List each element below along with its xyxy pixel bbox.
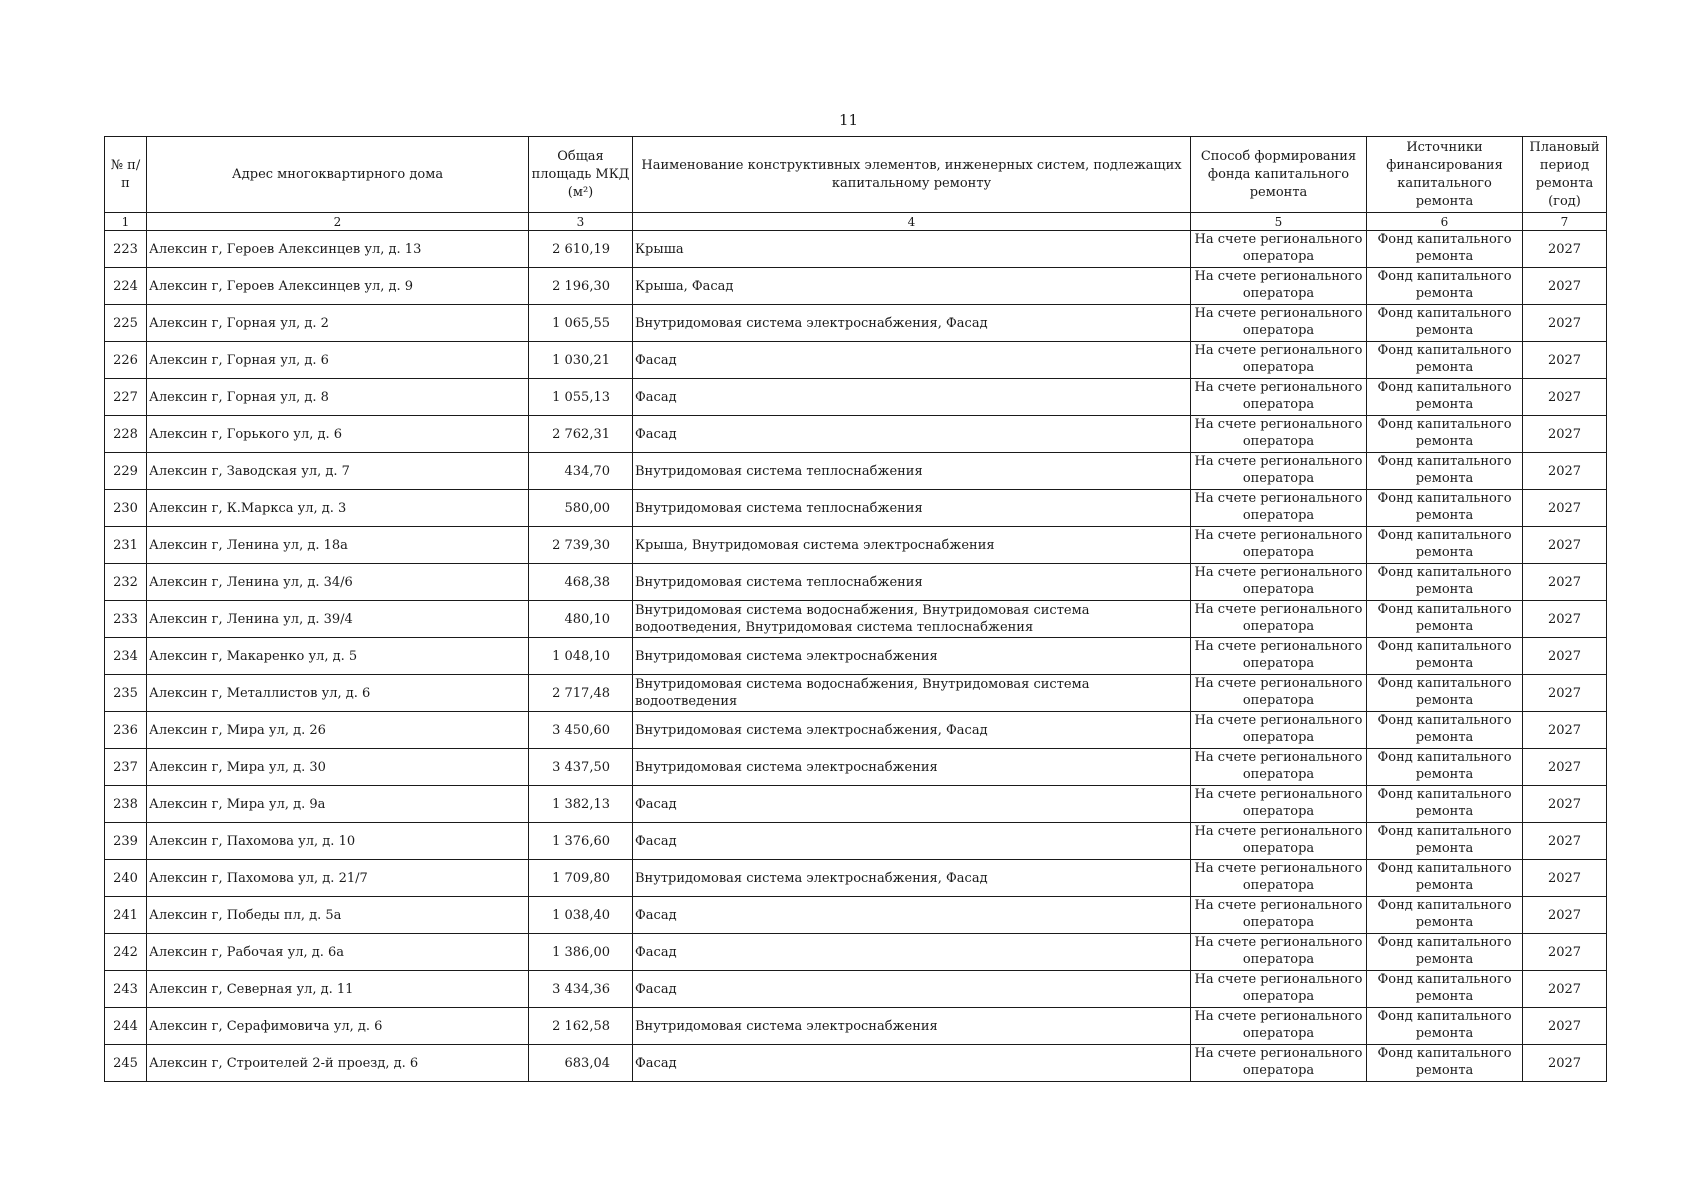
row-elements: Внутридомовая система электроснабжения, Фасад [633,712,1191,749]
row-method: На счете регионального оператора [1191,527,1367,564]
row-number: 234 [105,638,147,675]
row-elements: Внутридомовая система электроснабжения [633,638,1191,675]
table-row [105,712,1607,749]
row-year: 2027 [1523,453,1607,490]
row-number: 231 [105,527,147,564]
row-number: 226 [105,342,147,379]
page-number: 11 [838,111,859,129]
row-area: 1 709,80 [529,860,633,897]
row-number: 238 [105,786,147,823]
row-elements: Фасад [633,379,1191,416]
row-elements: Внутридомовая система электроснабжения [633,1008,1191,1045]
row-year: 2027 [1523,564,1607,601]
row-number: 225 [105,305,147,342]
row-year: 2027 [1523,527,1607,564]
header-row [105,137,1607,213]
row-source: Фонд капитального ремонта [1367,231,1523,268]
row-year: 2027 [1523,971,1607,1008]
row-elements: Фасад [633,971,1191,1008]
row-method: На счете регионального оператора [1191,305,1367,342]
row-year: 2027 [1523,342,1607,379]
table-row [105,638,1607,675]
row-elements: Внутридомовая система теплоснабжения [633,564,1191,601]
table-row [105,379,1607,416]
row-method: На счете регионального оператора [1191,971,1367,1008]
row-elements: Крыша, Внутридомовая система электроснабжения [633,527,1191,564]
table-row [105,934,1607,971]
row-method: На счете регионального оператора [1191,823,1367,860]
table-row [105,453,1607,490]
row-method: На счете регионального оператора [1191,749,1367,786]
header-source: Источники финансирования капитального ремонта [1367,137,1523,213]
row-address: Алексин г, Мира ул, д. 30 [147,749,529,786]
row-elements: Внутридомовая система электроснабжения, Фасад [633,305,1191,342]
row-method: На счете регионального оператора [1191,453,1367,490]
row-method: На счете регионального оператора [1191,638,1367,675]
row-method: На счете регионального оператора [1191,897,1367,934]
row-address: Алексин г, Северная ул, д. 11 [147,971,529,1008]
table-row [105,749,1607,786]
row-year: 2027 [1523,231,1607,268]
header-area: Общая площадь МКД (м²) [529,137,633,213]
row-number: 243 [105,971,147,1008]
row-number: 227 [105,379,147,416]
table-row [105,1045,1607,1082]
row-address: Алексин г, Героев Алексинцев ул, д. 9 [147,268,529,305]
row-address: Алексин г, Мира ул, д. 26 [147,712,529,749]
row-source: Фонд капитального ремонта [1367,564,1523,601]
column-number: 6 [1367,213,1523,231]
row-source: Фонд капитального ремонта [1367,897,1523,934]
row-source: Фонд капитального ремонта [1367,749,1523,786]
row-address: Алексин г, Ленина ул, д. 34/6 [147,564,529,601]
row-area: 2 162,58 [529,1008,633,1045]
row-year: 2027 [1523,490,1607,527]
row-elements: Фасад [633,342,1191,379]
row-number: 237 [105,749,147,786]
table-row [105,416,1607,453]
row-year: 2027 [1523,934,1607,971]
row-elements: Внутридомовая система электроснабжения, Фасад [633,860,1191,897]
table-row [105,601,1607,638]
row-number: 232 [105,564,147,601]
row-method: На счете регионального оператора [1191,268,1367,305]
row-address: Алексин г, Строителей 2-й проезд, д. 6 [147,1045,529,1082]
row-method: На счете регионального оператора [1191,490,1367,527]
row-address: Алексин г, К.Маркса ул, д. 3 [147,490,529,527]
row-address: Алексин г, Металлистов ул, д. 6 [147,675,529,712]
row-method: На счете регионального оператора [1191,416,1367,453]
row-source: Фонд капитального ремонта [1367,712,1523,749]
row-year: 2027 [1523,268,1607,305]
row-method: На счете регионального оператора [1191,231,1367,268]
row-number: 229 [105,453,147,490]
column-number: 4 [633,213,1191,231]
row-address: Алексин г, Горная ул, д. 8 [147,379,529,416]
row-year: 2027 [1523,675,1607,712]
row-address: Алексин г, Горная ул, д. 2 [147,305,529,342]
row-source: Фонд капитального ремонта [1367,971,1523,1008]
row-method: На счете регионального оператора [1191,379,1367,416]
row-source: Фонд капитального ремонта [1367,268,1523,305]
table-row [105,268,1607,305]
row-address: Алексин г, Рабочая ул, д. 6а [147,934,529,971]
row-elements: Внутридомовая система теплоснабжения [633,490,1191,527]
row-source: Фонд капитального ремонта [1367,527,1523,564]
row-area: 2 196,30 [529,268,633,305]
row-source: Фонд капитального ремонта [1367,416,1523,453]
header-method: Способ формирования фонда капитального ремонта [1191,137,1367,213]
row-source: Фонд капитального ремонта [1367,342,1523,379]
table-row [105,823,1607,860]
row-elements: Фасад [633,823,1191,860]
row-address: Алексин г, Пахомова ул, д. 21/7 [147,860,529,897]
row-area: 480,10 [529,601,633,638]
row-address: Алексин г, Серафимовича ул, д. 6 [147,1008,529,1045]
header-period: Плановый период ремонта (год) [1523,137,1607,213]
table-row [105,490,1607,527]
row-area: 1 038,40 [529,897,633,934]
row-method: На счете регионального оператора [1191,601,1367,638]
row-address: Алексин г, Горная ул, д. 6 [147,342,529,379]
column-number: 3 [529,213,633,231]
row-address: Алексин г, Ленина ул, д. 18а [147,527,529,564]
row-area: 2 762,31 [529,416,633,453]
row-year: 2027 [1523,786,1607,823]
row-year: 2027 [1523,416,1607,453]
row-method: На счете регионального оператора [1191,1045,1367,1082]
table-row [105,342,1607,379]
row-elements: Внутридомовая система электроснабжения [633,749,1191,786]
row-year: 2027 [1523,897,1607,934]
row-elements: Внутридомовая система водоснабжения, Внутридомовая система водоотведения [633,675,1191,712]
row-year: 2027 [1523,379,1607,416]
row-year: 2027 [1523,1008,1607,1045]
row-source: Фонд капитального ремонта [1367,305,1523,342]
table-row [105,564,1607,601]
row-address: Алексин г, Пахомова ул, д. 10 [147,823,529,860]
row-source: Фонд капитального ремонта [1367,1045,1523,1082]
row-source: Фонд капитального ремонта [1367,675,1523,712]
row-method: На счете регионального оператора [1191,564,1367,601]
header-elements: Наименование конструктивных элементов, инженерных систем, подлежащих капитальному ремонту [633,137,1191,213]
table-row [105,305,1607,342]
row-year: 2027 [1523,305,1607,342]
row-area: 2 610,19 [529,231,633,268]
row-area: 1 048,10 [529,638,633,675]
row-number: 242 [105,934,147,971]
row-area: 3 434,36 [529,971,633,1008]
row-elements: Внутридомовая система водоснабжения, Внутридомовая система водоотведения, Внутридомовая система теплоснабжения [633,601,1191,638]
repair-program-table [104,136,1607,1082]
row-area: 2 717,48 [529,675,633,712]
row-source: Фонд капитального ремонта [1367,823,1523,860]
row-source: Фонд капитального ремонта [1367,453,1523,490]
row-address: Алексин г, Макаренко ул, д. 5 [147,638,529,675]
table-row [105,860,1607,897]
row-method: На счете регионального оператора [1191,342,1367,379]
row-address: Алексин г, Горького ул, д. 6 [147,416,529,453]
row-source: Фонд капитального ремонта [1367,638,1523,675]
table-row [105,527,1607,564]
row-area: 3 450,60 [529,712,633,749]
row-area: 2 739,30 [529,527,633,564]
row-number: 224 [105,268,147,305]
row-number: 240 [105,860,147,897]
row-area: 3 437,50 [529,749,633,786]
row-elements: Крыша, Фасад [633,268,1191,305]
row-number: 244 [105,1008,147,1045]
row-method: На счете регионального оператора [1191,675,1367,712]
table-row [105,786,1607,823]
row-year: 2027 [1523,823,1607,860]
column-number: 5 [1191,213,1367,231]
row-area: 580,00 [529,490,633,527]
row-source: Фонд капитального ремонта [1367,1008,1523,1045]
header-address: Адрес многоквартирного дома [147,137,529,213]
table-row [105,971,1607,1008]
row-number: 223 [105,231,147,268]
row-number: 245 [105,1045,147,1082]
row-address: Алексин г, Победы пл, д. 5а [147,897,529,934]
row-area: 1 376,60 [529,823,633,860]
row-source: Фонд капитального ремонта [1367,786,1523,823]
table-row [105,231,1607,268]
row-number: 236 [105,712,147,749]
table-row [105,897,1607,934]
row-method: На счете регионального оператора [1191,860,1367,897]
row-number: 241 [105,897,147,934]
row-elements: Крыша [633,231,1191,268]
row-elements: Фасад [633,934,1191,971]
row-area: 1 030,21 [529,342,633,379]
row-address: Алексин г, Мира ул, д. 9а [147,786,529,823]
column-number-row [105,213,1607,231]
row-source: Фонд капитального ремонта [1367,860,1523,897]
row-area: 1 065,55 [529,305,633,342]
row-number: 230 [105,490,147,527]
row-elements: Фасад [633,786,1191,823]
row-source: Фонд капитального ремонта [1367,379,1523,416]
table-row [105,675,1607,712]
row-source: Фонд капитального ремонта [1367,490,1523,527]
row-elements: Фасад [633,897,1191,934]
row-elements: Фасад [633,416,1191,453]
row-area: 1 055,13 [529,379,633,416]
row-area: 683,04 [529,1045,633,1082]
header-num: № п/п [105,137,147,213]
row-year: 2027 [1523,749,1607,786]
row-year: 2027 [1523,712,1607,749]
row-method: На счете регионального оператора [1191,712,1367,749]
row-number: 233 [105,601,147,638]
row-area: 468,38 [529,564,633,601]
row-method: На счете регионального оператора [1191,786,1367,823]
row-method: На счете регионального оператора [1191,934,1367,971]
column-number: 2 [147,213,529,231]
row-source: Фонд капитального ремонта [1367,601,1523,638]
row-year: 2027 [1523,860,1607,897]
row-year: 2027 [1523,638,1607,675]
row-year: 2027 [1523,1045,1607,1082]
row-source: Фонд капитального ремонта [1367,934,1523,971]
row-address: Алексин г, Героев Алексинцев ул, д. 13 [147,231,529,268]
row-area: 434,70 [529,453,633,490]
column-number: 1 [105,213,147,231]
table-row [105,1008,1607,1045]
row-method: На счете регионального оператора [1191,1008,1367,1045]
row-number: 235 [105,675,147,712]
row-area: 1 382,13 [529,786,633,823]
row-address: Алексин г, Заводская ул, д. 7 [147,453,529,490]
row-number: 239 [105,823,147,860]
row-elements: Внутридомовая система теплоснабжения [633,453,1191,490]
row-area: 1 386,00 [529,934,633,971]
row-elements: Фасад [633,1045,1191,1082]
column-number: 7 [1523,213,1607,231]
row-number: 228 [105,416,147,453]
row-year: 2027 [1523,601,1607,638]
row-address: Алексин г, Ленина ул, д. 39/4 [147,601,529,638]
